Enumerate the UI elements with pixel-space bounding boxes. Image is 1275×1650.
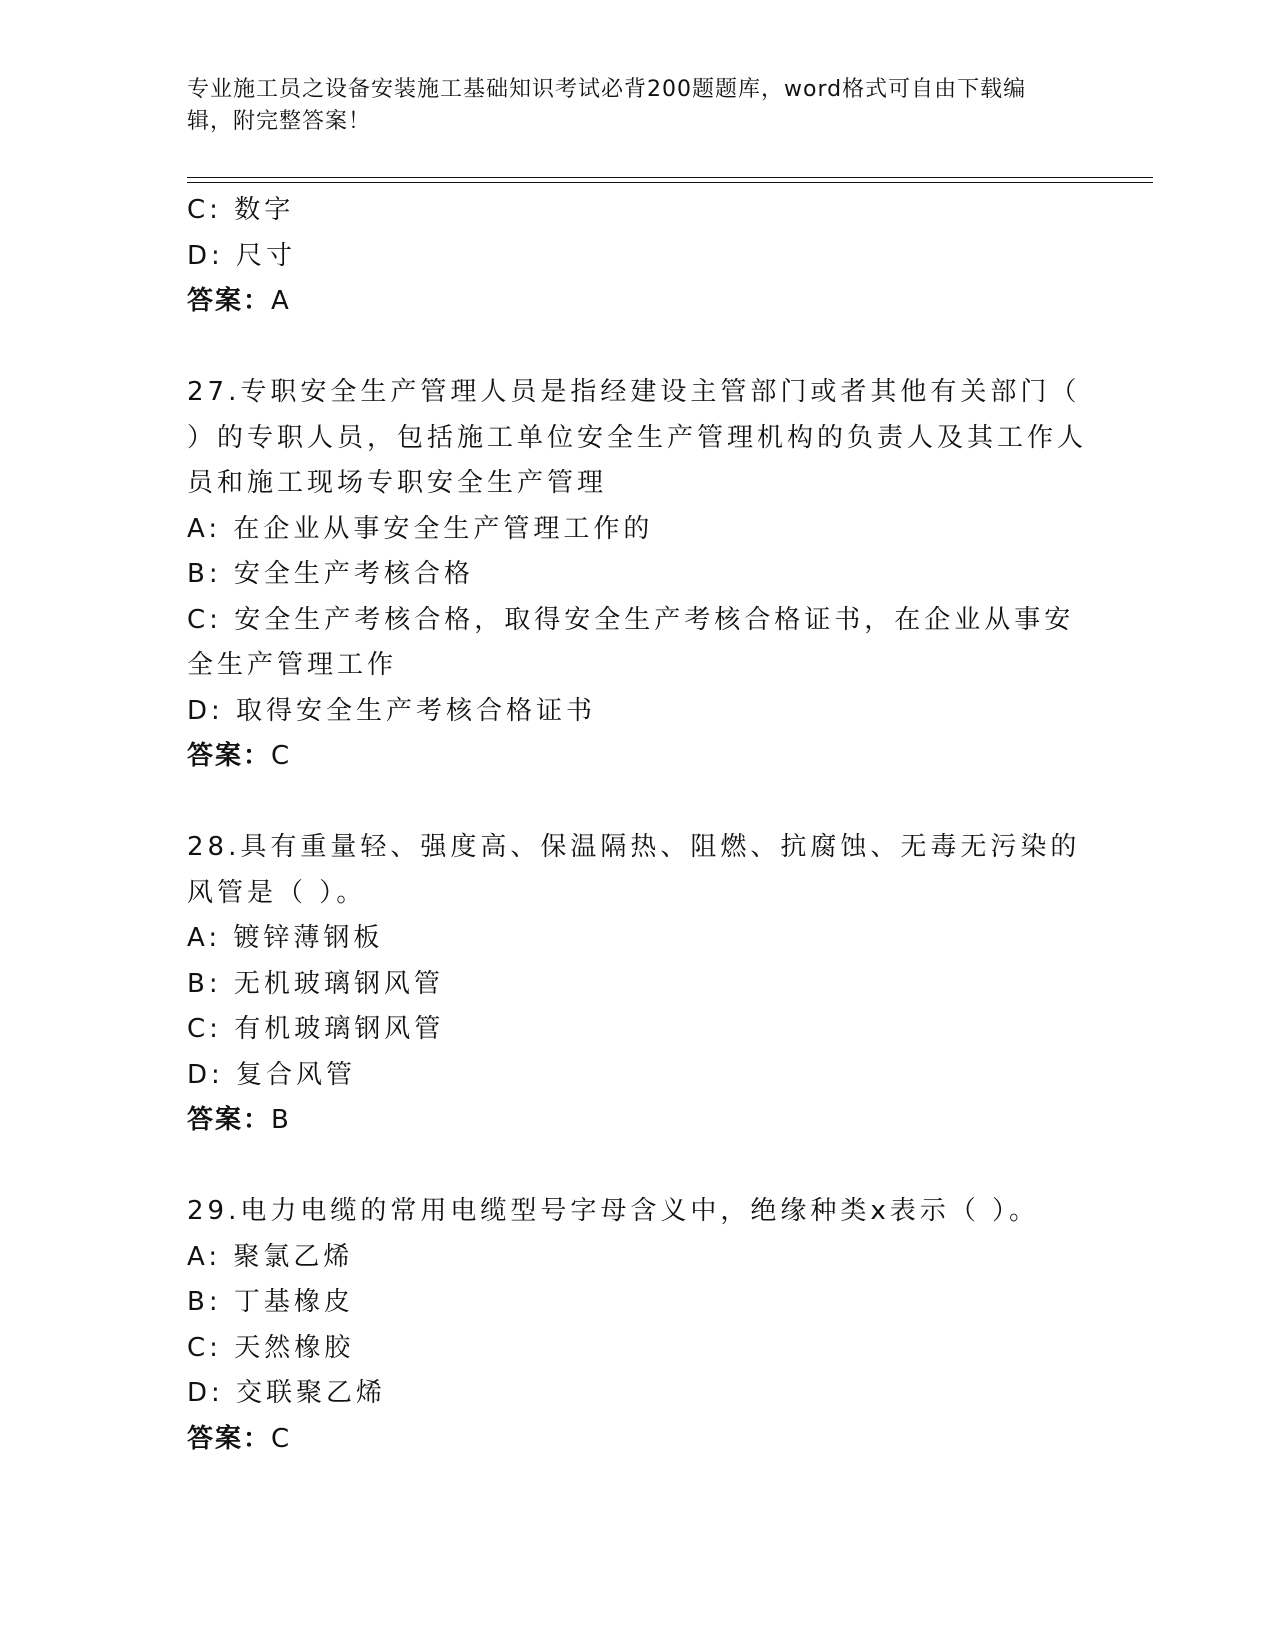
document-title: 专业施工员之设备安装施工基础知识考试必背200题题库，word格式可自由下载编辑，附完整答案！ bbox=[187, 77, 1027, 134]
header-rule-bottom bbox=[187, 182, 1153, 183]
spacer bbox=[187, 325, 1087, 371]
answer-value: C bbox=[271, 741, 292, 771]
answer-value: C bbox=[271, 1423, 292, 1454]
spacer bbox=[187, 780, 1087, 826]
question-block-29 bbox=[187, 1189, 1087, 1462]
question-stem: 29.电力电缆的常用电缆型号字母含义中，绝缘种类x表示（ ）。 bbox=[187, 1196, 1040, 1226]
option-d: D: 复合风管 bbox=[187, 1059, 357, 1090]
option-c: C: 安全生产考核合格，取得安全生产考核合格证书，在企业从事安全生产管理工作 bbox=[187, 604, 1075, 680]
option-d: D: 取得安全生产考核合格证书 bbox=[187, 695, 597, 726]
option-b: B: 丁基橡皮 bbox=[187, 1287, 354, 1317]
option-a: A: 在企业从事安全生产管理工作的 bbox=[187, 513, 654, 544]
answer-label: 答案： bbox=[187, 286, 272, 316]
option-b: B: 安全生产考核合格 bbox=[187, 559, 474, 589]
option-c: C: 有机玻璃钢风管 bbox=[187, 1014, 445, 1044]
option-d: D: 交联聚乙烯 bbox=[187, 1378, 387, 1408]
header-rule-top bbox=[187, 177, 1153, 178]
answer-line bbox=[187, 1417, 1087, 1463]
answer-line bbox=[187, 1098, 1087, 1144]
answer-value: A bbox=[271, 286, 291, 316]
option-c: C: 天然橡胶 bbox=[187, 1332, 355, 1363]
answer-label: 答案： bbox=[187, 1423, 272, 1454]
option-c: C: 数字 bbox=[187, 195, 295, 225]
answer-value: B bbox=[271, 1105, 291, 1135]
option-b: B: 无机玻璃钢风管 bbox=[187, 968, 444, 999]
answer-line bbox=[187, 734, 1087, 780]
answer-label: 答案： bbox=[187, 741, 272, 771]
question-block-28 bbox=[187, 825, 1087, 1144]
question-list bbox=[187, 188, 1087, 1462]
spacer bbox=[187, 1144, 1087, 1190]
question-block-26 bbox=[187, 188, 1087, 325]
option-d: D: 尺寸 bbox=[187, 240, 297, 271]
document-header bbox=[187, 74, 1067, 138]
question-stem: 27.专职安全生产管理人员是指经建设主管部门或者其他有关部门（ ）的专职人员，包括施工单位安全生产管理机构的负责人及其工作人员和施工现场专职安全生产管理 bbox=[187, 377, 1088, 498]
question-stem: 28.具有重量轻、强度高、保温隔热、阻燃、抗腐蚀、无毒无污染的风管是（ ）。 bbox=[187, 832, 1081, 908]
question-block-27 bbox=[187, 370, 1087, 780]
answer-label: 答案： bbox=[187, 1105, 272, 1135]
option-a: A: 聚氯乙烯 bbox=[187, 1241, 354, 1272]
option-a: A: 镀锌薄钢板 bbox=[187, 923, 384, 953]
answer-line bbox=[187, 279, 1087, 325]
